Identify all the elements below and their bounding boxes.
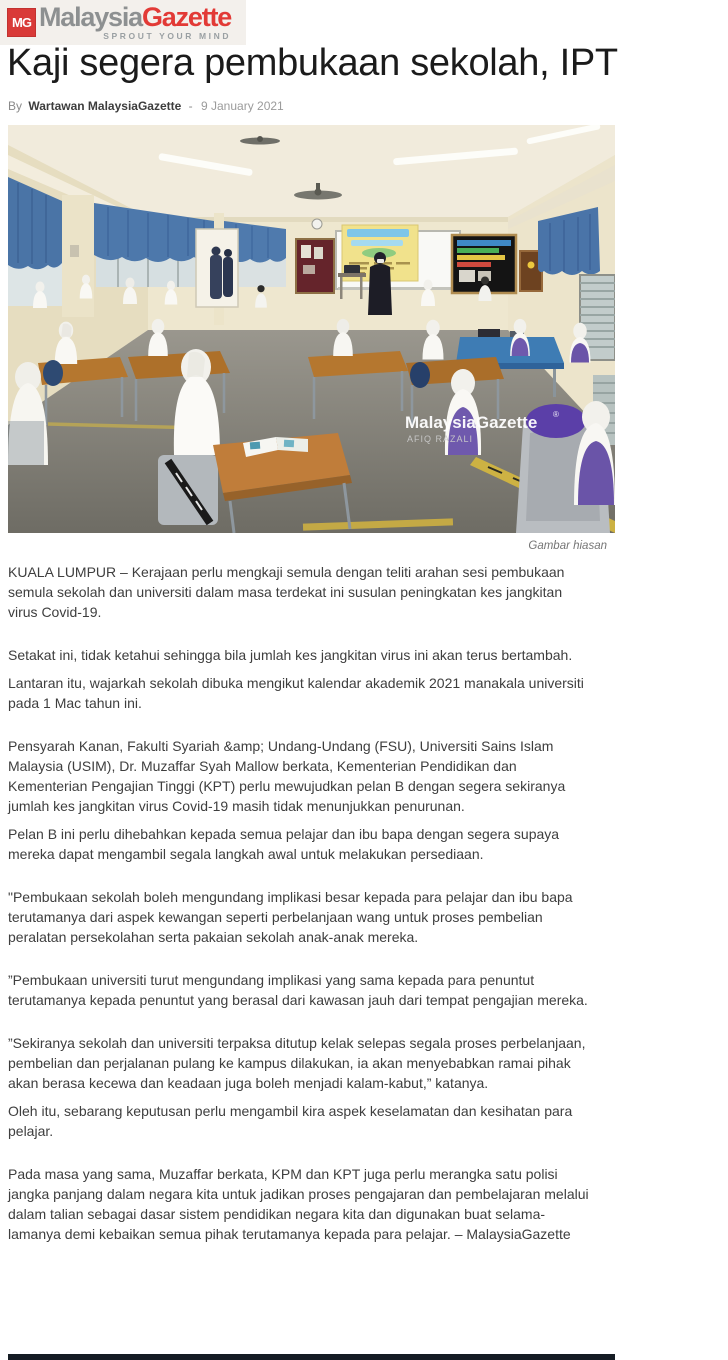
photo-watermark: MalaysiaGazette — [405, 413, 538, 432]
mg-logo-icon: MG — [7, 8, 36, 37]
site-logo[interactable] — [0, 0, 246, 45]
paragraph: Lantaran itu, wajarkah sekolah dibuka mengikut kalendar akademik 2021 manakala universiti pada 1 Mac tahun ini. — [8, 675, 584, 711]
publish-date: 9 January 2021 — [201, 99, 284, 113]
brand-wordmark — [39, 4, 231, 41]
wall-clock — [312, 219, 322, 229]
article-figure — [8, 125, 615, 552]
byline-separator: - — [188, 99, 193, 113]
brand-name-part2: Gazette — [141, 2, 232, 33]
paragraph: Pelan B ini perlu dihebahkan kepada semua pelajar dan ibu bapa dengan segera supaya mereka dapat mengambil segala langkah awal untuk melakukan persediaan. — [8, 826, 560, 862]
brand-name-part1: Malaysia — [39, 2, 142, 33]
paragraph: Pensyarah Kanan, Fakulti Syariah &amp; Undang-Undang (FSU), Universiti Sains Islam Malaysia (USIM), Dr. Muzaffar Syah Mallow berkata, Kementerian Pendidikan dan Kementerian Pengajian Tinggi (KPT) perlu mewujudkan pelan B dengan segera sekiranya jumlah kes jangkitan virus Covid-19 masih tidak menunjukkan penurunan. — [8, 738, 566, 814]
photo-watermark-symbol: ® — [553, 410, 559, 419]
backpack — [410, 362, 430, 388]
article-body — [8, 562, 592, 1244]
byline-prefix: By — [8, 99, 23, 113]
footer-bar — [8, 1354, 615, 1360]
paragraph: KUALA LUMPUR – Kerajaan perlu mengkaji semula dengan teliti arahan sesi pembukaan semula sekolah dan universiti dalam masa terdekat ini susulan peningkatan kes jangkitan virus Covid-19. — [8, 564, 565, 620]
paragraph: ”Pembukaan universiti turut mengundang implikasi yang sama kepada para penuntut terutamanya kepada penuntut yang berasal dari kawasan jauh dari tempat pengajian mereka. — [8, 972, 588, 1008]
paragraph: ”Sekiranya sekolah dan universiti terpaksa ditutup kelak selepas segala proses perbelanjaan, pembelian dan perjalanan pulang ke kampus dilakukan, ia akan menyebabkan ramai pihak akan berasa kecewa dan keadaan juga boleh menjadi kalam-kabut,” katanya. — [8, 1035, 586, 1091]
paragraph: Pada masa yang sama, Muzaffar berkata, KPM dan KPT juga perlu merangka satu polisi jangka panjang dalam negara kita untuk jadikan proses pengajaran dan pembelajaran melalui dalam talian sebagai dasar sistem pendidikan negara kita dan digunakan buat selama-lamanya demi kebaikan semua pihak terutamanya kepada para pelajar. – MalaysiaGazette — [8, 1166, 589, 1242]
paragraph: "Pembukaan sekolah boleh mengundang implikasi besar kepada para pelajar dan ibu bapa terutamanya dari aspek kewangan seperti perbelanjaan wang untuk proses pembelian peralatan persekolahan serta pakaian sekolah anak-anak mereka. — [8, 889, 573, 945]
article-title: Kaji segera pembukaan sekolah, IPT — [7, 42, 618, 84]
classroom-illustration — [8, 125, 615, 533]
article-photo — [8, 125, 615, 533]
byline — [8, 99, 284, 113]
backpack — [43, 360, 63, 386]
photo-credit: AFIQ RAZALI — [407, 434, 474, 444]
photo-caption: Gambar hiasan — [528, 540, 607, 552]
paragraph: Oleh itu, sebarang keputusan perlu mengambil kira aspek keselamatan dan kesihatan para pelajar. — [8, 1103, 573, 1139]
paragraph: Setakat ini, tidak ketahui sehingga bila jumlah kes jangkitan virus ini akan terus bertambah. — [8, 647, 573, 663]
brand-tagline: SPROUT YOUR MIND — [103, 31, 232, 42]
front-desk — [158, 455, 218, 525]
author-link[interactable]: Wartawan MalaysiaGazette — [28, 99, 182, 113]
